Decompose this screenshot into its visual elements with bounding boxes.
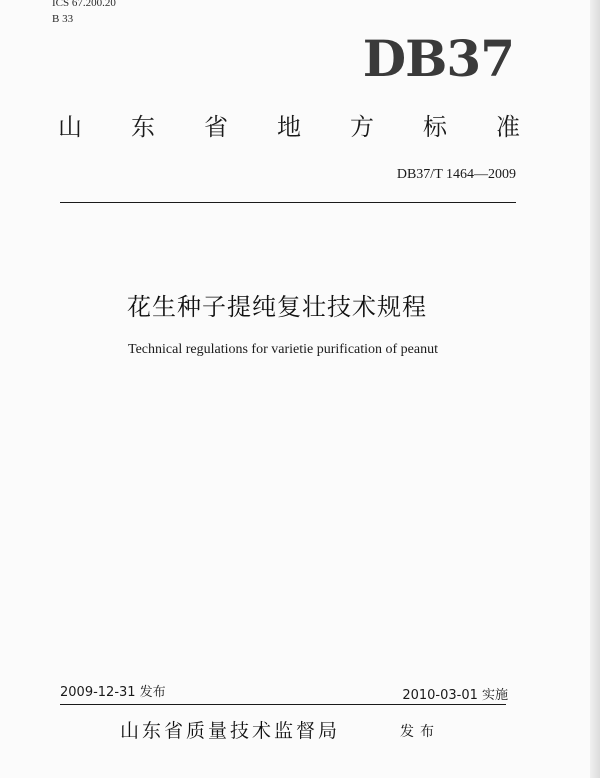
standard-type-heading (58, 112, 520, 142)
standard-type-char: 地 (277, 113, 301, 141)
standard-logo: DB37 (362, 29, 514, 88)
implementation-date: 2010-03-01 实施 (402, 688, 508, 703)
issuing-authority: 山东省质量技术监督局 (120, 720, 341, 742)
header-divider (60, 202, 516, 203)
standard-type-char: 东 (131, 113, 155, 141)
standard-type-char: 标 (423, 113, 447, 141)
standard-type-char: 方 (350, 113, 374, 141)
issue-date: 2009-12-31 发布 (60, 685, 166, 700)
document-title-chinese: 花生种子提纯复壮技术规程 (127, 293, 427, 321)
classification-code: B 33 (52, 13, 74, 25)
page-edge-shadow (590, 0, 600, 778)
issuer-suffix: 发布 (400, 724, 440, 740)
standard-type-char: 山 (58, 113, 82, 141)
standard-type-char: 准 (496, 113, 520, 141)
footer-divider (60, 704, 506, 705)
standard-code: DB37/T 1464—2009 (396, 167, 516, 182)
document-title-english: Technical regulations for varietie purification of peanut (128, 342, 439, 357)
standard-type-char: 省 (204, 113, 228, 141)
ics-code: ICS 67.200.20 (52, 0, 116, 9)
